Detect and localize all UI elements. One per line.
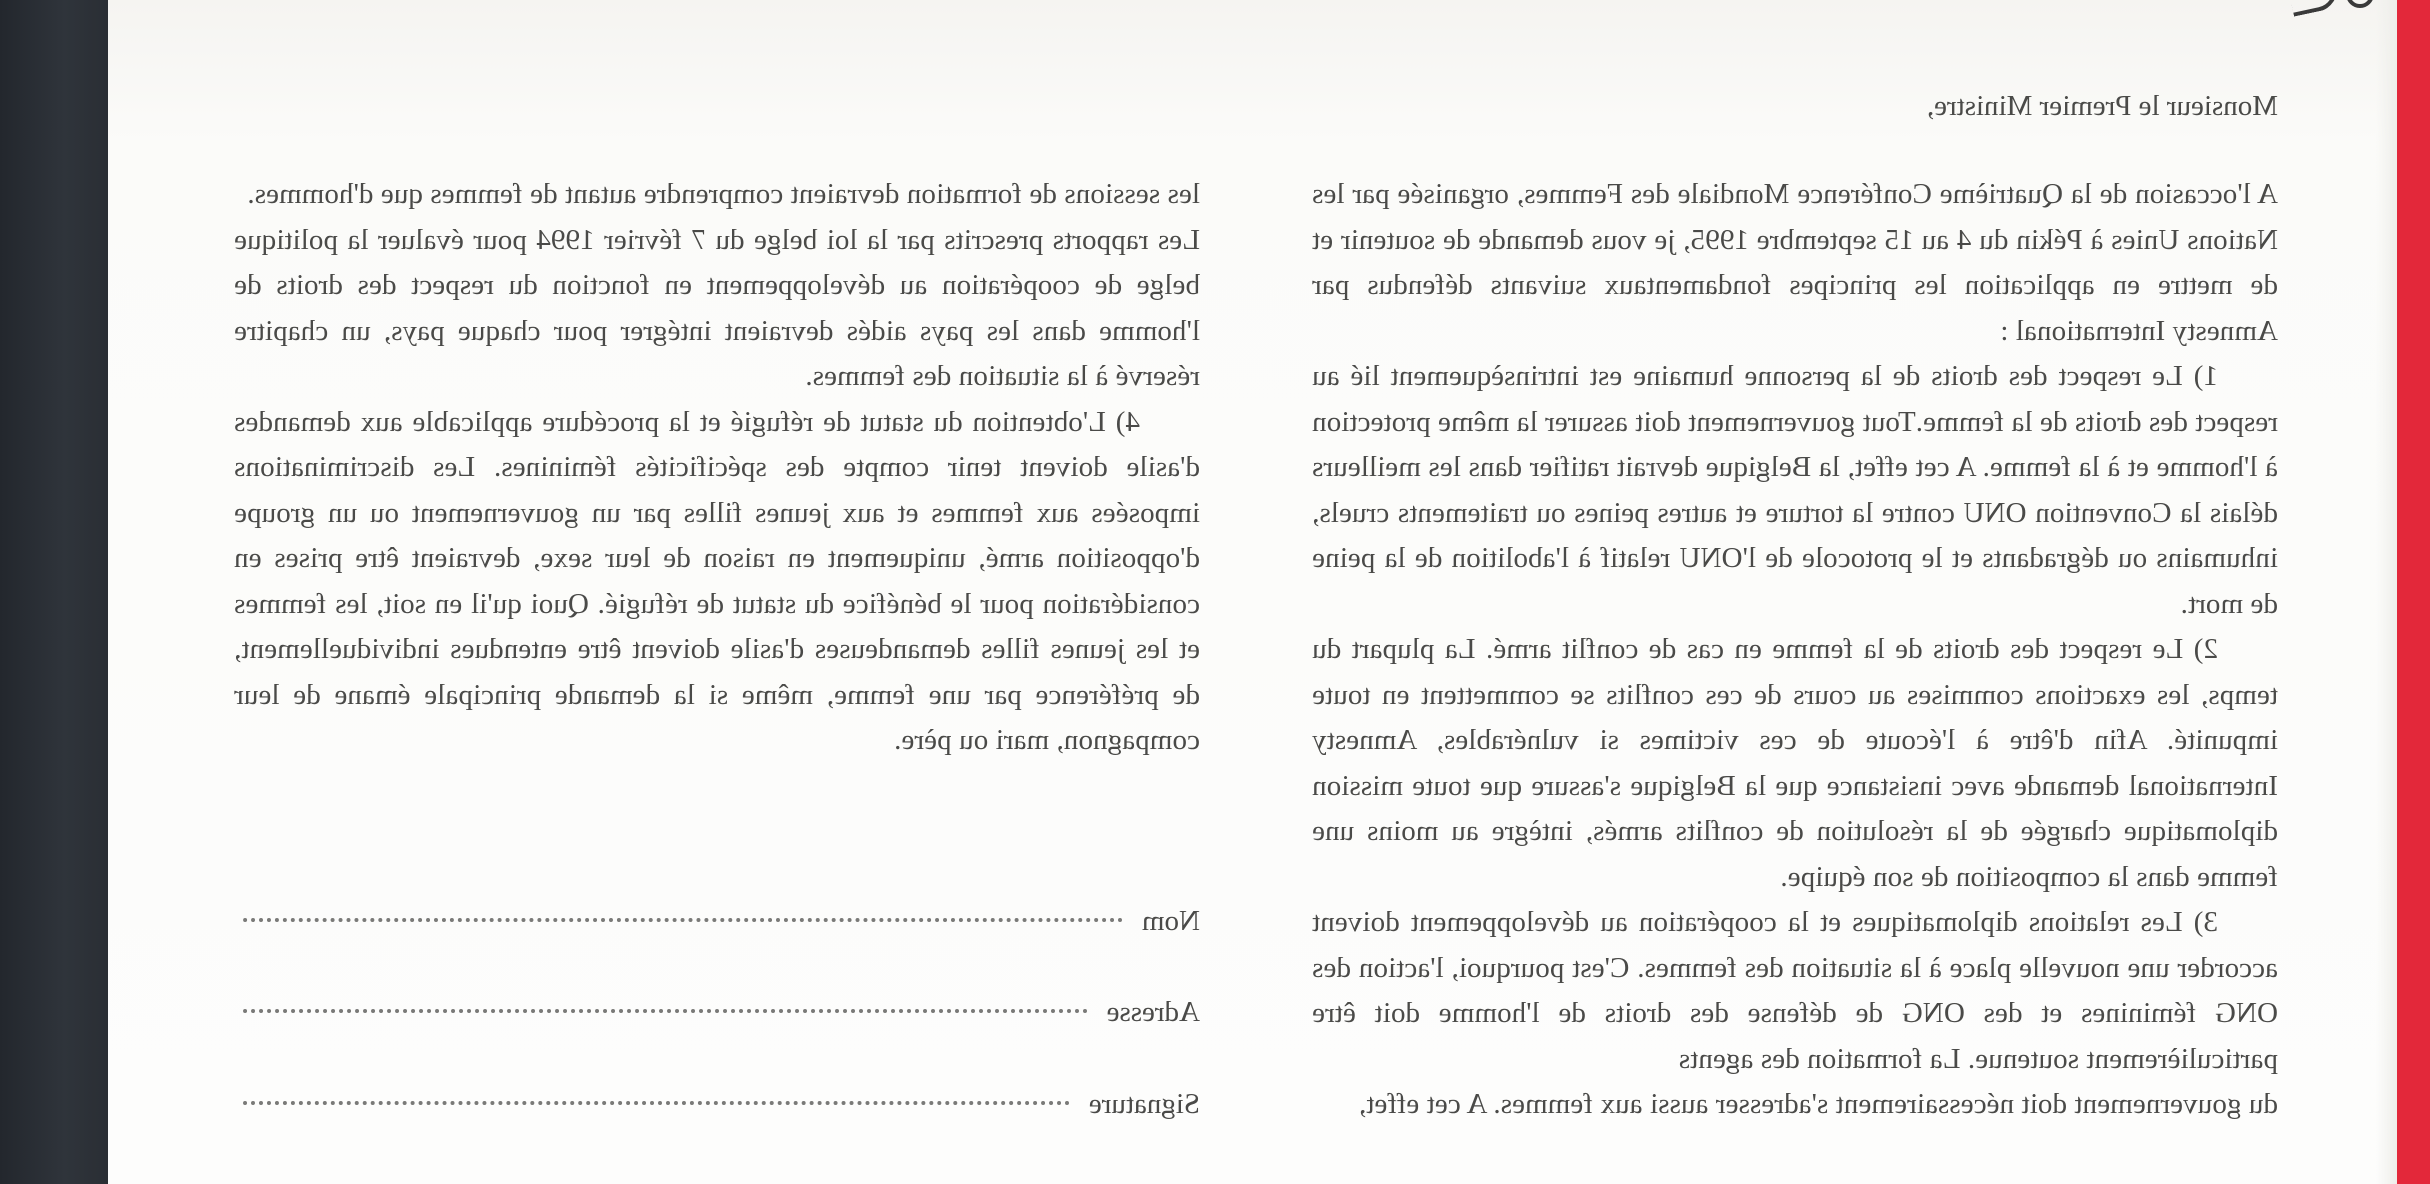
form-signature-row[interactable] (234, 1088, 1200, 1134)
paragraph-training: les sessions de formation devraient comprendre autant de femmes que d'hommes. (247, 178, 1200, 210)
paragraph-point-3-end: du gouvernement doit nécessairement s'adresser aussi aux femmes. A cet effet, (1358, 1088, 2278, 1120)
paragraph-point-3: 3) Les relations diplomatiques et la coopération au développement doivent accorder une nouvelle place à la situation des femmes. C'est pourquoi, l'action des ONG féminines et des ONG de défense des droits de l'homme doit être particulièrement soutenue. La formation des agents (1312, 906, 2278, 1075)
form-address-row[interactable] (234, 996, 1200, 1042)
salutation: Monsieur le Premier Ministre, (1926, 90, 2278, 122)
form-name-row[interactable] (234, 905, 1200, 951)
paragraph-point-4: 4) L'obtention du statut de réfugié et la procédure applicable aux demandes d'asile doivent tenir compte des spécificités féminines. Les discriminations imposées aux femmes et aux jeunes filles par un gouvernement ou un groupe d'opposition armé, uniquement en raison de leur sexe, devraient être prises en considération pour le bénéfice du statut de réfugié. Quoi qu'il en soit, les femmes et les jeunes filles demandeuses d'asile doivent être entendues individuellement, de préférence par une femme, même si la demande principale émane de leur compagnon, mari ou père. (234, 405, 1200, 756)
letter-column-2 (234, 172, 1200, 764)
name-label: Nom (1142, 905, 1200, 937)
letter-column-1 (1312, 172, 2278, 1128)
paragraph-point-2: 2) Le respect des droits de la femme en cas de conflit armé. La plupart du temps, les exactions commises au cours de ces conflits se commettent en toute impunité. Afin d'être à l'écoute de ces victimes si vulnérables, Amnesty International demande avec insistance que la Belgique s'assure que toute mission diplomatique chargée de la résolution de conflits armés, intègre au moins une femme dans la composition de son équipe. (1312, 633, 2278, 893)
address-dotted-line[interactable] (242, 1009, 1087, 1013)
signature-dotted-line[interactable] (242, 1101, 1069, 1105)
signature-label: Signature (1088, 1088, 1200, 1120)
paragraph-intro: A l'occasion de la Quatrième Conférence Mondiale des Femmes, organisée par les Nations Unies à Pékin du 4 au 15 septembre 1995, je vous demande de soutenir et de mettre en application les principes fondamentaux suivants défendus par Amnesty International : (1312, 178, 2278, 347)
paragraph-reports: Les rapports prescrits par la loi belge du 7 février 1994 pour évaluer la politique belge de coopération au développement en fonction du respect des droits de l'homme dans les pays aidés devraient intégrer pour chaque pays, un chapitre réservé à la situation des femmes. (234, 223, 1200, 392)
name-dotted-line[interactable] (242, 918, 1122, 922)
address-label: Adresse (1106, 996, 1200, 1028)
paragraph-point-1: 1) Le respect des droits de la personne humaine est intrinsèquement lié au respect des droits de la femme.Tout gouvernement doit assurer la même protection à l'homme et à la femme. A cet effet, la Belgique devrait ratifier dans les meilleurs délais la Convention ONU contre la torture et autres peines ou traitements cruels, inhumains ou dégradants et le protocole de l'ONU relatif à l'abolition de la peine de mort. (1312, 360, 2278, 620)
